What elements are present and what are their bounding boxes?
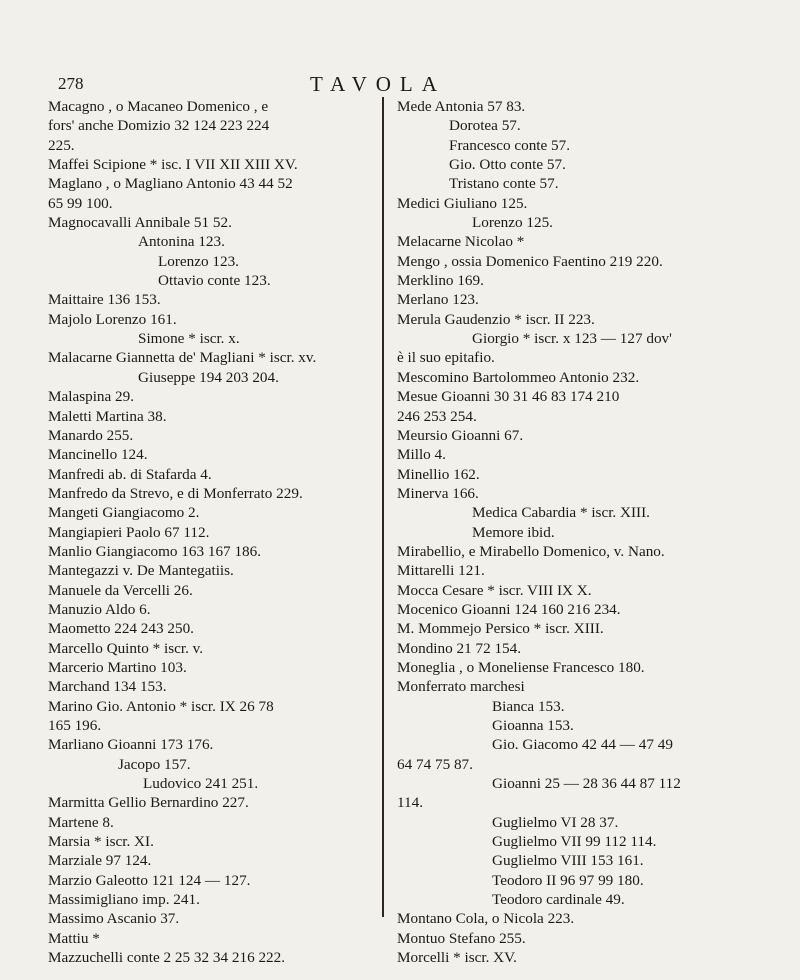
index-entry: Marziale 97 124. <box>48 852 152 870</box>
index-entry: M. Mommejo Persico * iscr. XIII. <box>397 620 604 638</box>
index-entry: Gio. Otto conte 57. <box>449 156 566 174</box>
index-entry: Millo 4. <box>397 446 446 464</box>
index-entry: 225. <box>48 136 75 154</box>
index-entry: Mantegazzi v. De Mantegatiis. <box>48 562 234 580</box>
index-entry: Macagno , o Macaneo Domenico , e <box>48 98 269 115</box>
index-entry: Mescomino Bartolommeo Antonio 232. <box>397 368 640 386</box>
index-entry: Gioanni 25 — 28 36 44 87 112 <box>492 775 681 793</box>
index-entry: Mittarelli 121. <box>397 562 485 580</box>
index-entry: Morcelli * iscr. XV. <box>397 949 517 967</box>
index-entry: Minellio 162. <box>397 465 480 483</box>
index-entry: Maittaire 136 153. <box>48 291 161 309</box>
index-entry: Massimo Ascanio 37. <box>48 910 180 928</box>
index-entry: Teodoro cardinale 49. <box>492 891 625 909</box>
index-entry: Gio. Giacomo 42 44 — 47 49 <box>492 736 673 754</box>
index-entry: Giuseppe 194 203 204. <box>138 368 279 386</box>
index-entry: Medici Giuliano 125. <box>397 194 528 212</box>
index-entry: Lorenzo 123. <box>158 252 239 270</box>
index-entry: Montano Cola, o Nicola 223. <box>397 910 575 928</box>
index-entry: Guglielmo VIII 153 161. <box>492 852 644 870</box>
index-entry: Teodoro II 96 97 99 180. <box>492 871 644 889</box>
index-entry: Bianca 153. <box>492 697 565 715</box>
index-entry: Minerva 166. <box>397 484 479 502</box>
index-entry: Malaspina 29. <box>48 388 135 406</box>
index-entry: Francesco conte 57. <box>449 136 571 154</box>
index-entry: Marino Gio. Antonio * iscr. IX 26 78 <box>48 697 274 715</box>
index-entry: Marchand 134 153. <box>48 678 167 696</box>
running-title: TAVOLA <box>310 72 446 96</box>
index-entry: Mengo , ossia Domenico Faentino 219 220. <box>397 252 663 270</box>
index-entry: Mirabellio, e Mirabello Domenico, v. Nano. <box>397 542 665 560</box>
index-entry: 65 99 100. <box>48 194 113 212</box>
index-entry: Malacarne Giannetta de' Magliani * iscr. xv. <box>48 349 317 367</box>
index-entry: 246 253 254. <box>397 407 477 425</box>
index-entry: Mede Antonia 57 83. <box>397 98 526 115</box>
index-entry: 165 196. <box>48 717 102 734</box>
index-entry: Merklino 169. <box>397 272 484 290</box>
index-entry: Manuzio Aldo 6. <box>48 600 151 618</box>
index-entry: Meursio Gioanni 67. <box>397 426 524 444</box>
index-entry: è il suo epitafio. <box>397 349 495 367</box>
index-entry: Mattiu * <box>48 929 100 947</box>
index-entry: Marliano Gioanni 173 176. <box>48 736 214 754</box>
index-entry: Mangeti Giangiacomo 2. <box>48 504 200 522</box>
index-entry: Ludovico 241 251. <box>143 775 259 793</box>
index-entry: Tristano conte 57. <box>449 175 559 193</box>
index-entry: Guglielmo VI 28 37. <box>492 813 619 831</box>
index-entry: Ottavio conte 123. <box>158 272 271 290</box>
index-entry: Merlano 123. <box>397 291 479 309</box>
index-entry: Massimigliano imp. 241. <box>48 891 200 909</box>
index-entry: Majolo Lorenzo 161. <box>48 310 177 328</box>
index-entry: Mangiapieri Paolo 67 112. <box>48 523 210 541</box>
index-entry: Montuo Stefano 255. <box>397 929 526 947</box>
index-entry: Medica Cabardia * iscr. XIII. <box>472 504 650 522</box>
index-entry: Memore ibid. <box>472 523 555 541</box>
index-entry: 64 74 75 87. <box>397 755 473 773</box>
index-entry: Moneglia , o Moneliense Francesco 180. <box>397 658 645 676</box>
index-entry: Marsia * iscr. XI. <box>48 833 154 851</box>
index-entry: Manfredi ab. di Stafarda 4. <box>48 465 212 483</box>
index-entry: fors' anche Domizio 32 124 223 224 <box>48 117 270 135</box>
index-entry: Mocca Cesare * iscr. VIII IX X. <box>397 581 592 599</box>
index-entry: Lorenzo 125. <box>472 214 553 232</box>
index-entry: Melacarne Nicolao * <box>397 233 525 251</box>
index-entry: Mazzuchelli conte 2 25 32 34 216 222. <box>48 949 286 967</box>
index-entry: Marcello Quinto * iscr. v. <box>48 639 204 657</box>
right-column <box>397 97 727 967</box>
index-entry: Gioanna 153. <box>492 717 574 734</box>
page-number: 278 <box>58 74 84 93</box>
index-entry: Giorgio * iscr. x 123 — 127 dov' <box>472 330 672 348</box>
index-entry: Mancinello 124. <box>48 446 148 464</box>
index-entry: Mocenico Gioanni 124 160 216 234. <box>397 600 621 618</box>
left-column <box>48 97 378 967</box>
index-entry: Maffei Scipione * isc. I VII XII XIII XV. <box>48 156 298 174</box>
index-entry: Maometto 224 243 250. <box>48 620 194 638</box>
index-entry: Manardo 255. <box>48 426 134 444</box>
index-entry: Manlio Giangiacomo 163 167 186. <box>48 542 262 560</box>
index-entry: Monferrato marchesi <box>397 678 525 696</box>
index-entry: Manfredo da Strevo, e di Monferrato 229. <box>48 484 303 502</box>
index-entry: Antonina 123. <box>138 233 225 251</box>
index-entry: Martene 8. <box>48 813 114 831</box>
index-entry: Magnocavalli Annibale 51 52. <box>48 214 232 232</box>
index-entry: Mesue Gioanni 30 31 46 83 174 210 <box>397 388 620 406</box>
index-entry: Merula Gaudenzio * iscr. II 223. <box>397 310 595 328</box>
index-entry: Maletti Martina 38. <box>48 407 167 425</box>
index-entry: Jacopo 157. <box>118 755 191 773</box>
index-entry: Marmitta Gellio Bernardino 227. <box>48 794 249 812</box>
index-entry: Dorotea 57. <box>449 117 521 135</box>
index-entry: 114. <box>397 794 424 812</box>
index-entry: Marcerio Martino 103. <box>48 658 187 676</box>
index-entry: Guglielmo VII 99 112 114. <box>492 833 657 851</box>
index-entry: Manuele da Vercelli 26. <box>48 581 193 599</box>
column-divider <box>382 97 384 917</box>
index-entry: Simone * iscr. x. <box>138 330 240 348</box>
index-entry: Mondino 21 72 154. <box>397 639 522 657</box>
index-entry: Maglano , o Magliano Antonio 43 44 52 <box>48 175 293 193</box>
index-entry: Marzio Galeotto 121 124 — 127. <box>48 871 251 889</box>
